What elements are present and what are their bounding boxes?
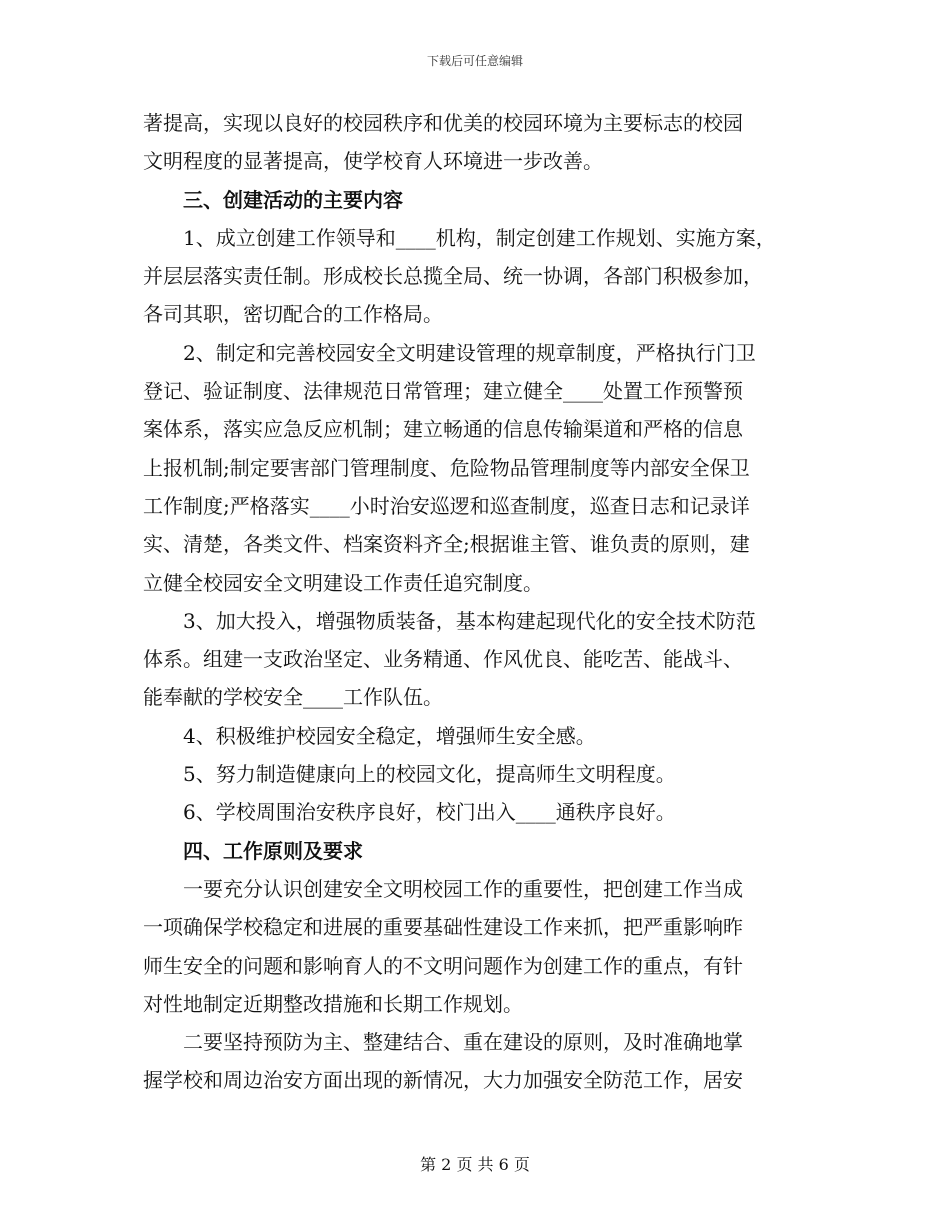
text-line: 案体系，落实应急反应机制；建立畅通的信息传输渠道和严格的信息 xyxy=(143,417,743,442)
header-note: 下载后可任意编辑 xyxy=(426,54,523,68)
text-line: 2、制定和完善校园安全文明建设管理的规章制度，严格执行门卫 xyxy=(183,340,756,365)
page-number: 第 2 页 共 6 页 xyxy=(420,1155,530,1174)
text-line: 实、清楚，各类文件、档案资料齐全;根据谁主管、谁负责的原则，建 xyxy=(143,532,750,557)
text-line: 师生安全的问题和影响育人的不文明问题作为创建工作的重点，有针 xyxy=(143,953,743,978)
text-line: 各司其职，密切配合的工作格局。 xyxy=(143,302,443,327)
text-line: 3、加大投入，增强物质装备，基本构建起现代化的安全技术防范 xyxy=(183,608,756,633)
text-line: 1、成立创建工作领导和____机构，制定创建工作规划、实施方案， xyxy=(183,225,776,250)
text-line: 工作制度;严格落实____小时治安巡逻和巡查制度，巡查日志和记录详 xyxy=(143,493,750,518)
section-heading: 四、工作原则及要求 xyxy=(183,838,363,863)
text-line: 并层层落实责任制。形成校长总揽全局、统一协调，各部门积极参加， xyxy=(143,264,763,289)
text-line: 二要坚持预防为主、整建结合、重在建设的原则，及时准确地掌 xyxy=(183,1030,743,1055)
text-line: 一项确保学校稳定和进展的重要基础性建设工作来抓，把严重影响昨 xyxy=(143,915,743,940)
text-line: 5、努力制造健康向上的校园文化，提高师生文明程度。 xyxy=(183,762,676,787)
text-line: 著提高，实现以良好的校园秩序和优美的校园环境为主要标志的校园 xyxy=(143,111,743,135)
text-line: 登记、验证制度、法律规范日常管理；建立健全____处置工作预警预 xyxy=(143,379,743,404)
text-line: 文明程度的显著提高，使学校育人环境进一步改善。 xyxy=(143,149,603,174)
text-line: 立健全校园安全文明建设工作责任追究制度。 xyxy=(143,570,543,595)
text-line: 能奉献的学校安全____工作队伍。 xyxy=(143,685,443,710)
text-line: 对性地制定近期整改措施和长期工作规划。 xyxy=(143,991,523,1016)
text-line: 上报机制;制定要害部门管理制度、危险物品管理制度等内部安全保卫 xyxy=(143,455,750,480)
text-line: 一要充分认识创建安全文明校园工作的重要性，把创建工作当成 xyxy=(183,876,743,901)
text-line: 6、学校周围治安秩序良好，校门出入____通秩序良好。 xyxy=(183,800,676,825)
text-line: 体系。组建一支政治坚定、业务精通、作风优良、能吃苦、能战斗、 xyxy=(143,647,743,672)
text-line: 握学校和周边治安方面出现的新情况，大力加强安全防范工作，居安 xyxy=(143,1068,743,1093)
text-line: 4、积极维护校园安全稳定，增强师生安全感。 xyxy=(183,723,596,748)
section-heading: 三、创建活动的主要内容 xyxy=(183,187,403,212)
document-body xyxy=(143,104,813,1100)
